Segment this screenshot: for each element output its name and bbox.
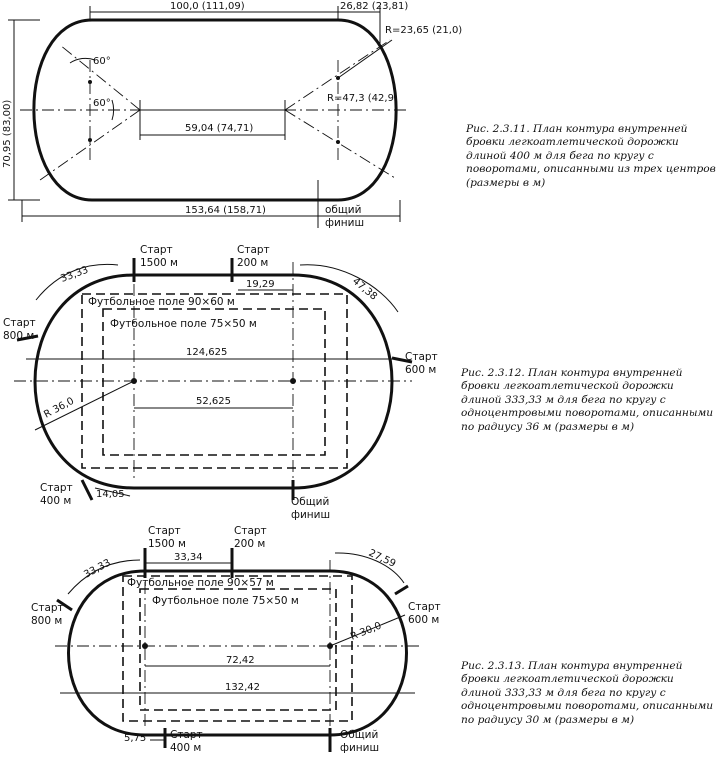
fig2-start-600-l1: Старт bbox=[405, 351, 438, 363]
fig2-start-400-l1: Старт bbox=[40, 482, 73, 494]
fig1-caption-line: бровки легкоатлетической дорожки bbox=[466, 136, 679, 149]
fig3-dim-center: 72,42 bbox=[226, 655, 255, 666]
fig3-caption-line: длиной 333,33 м для бега по кругу с bbox=[461, 686, 666, 699]
fig1-caption bbox=[466, 123, 716, 190]
fig2-dim-length: 124,625 bbox=[186, 347, 228, 358]
fig2-start-1500-l2: 1500 м bbox=[140, 257, 178, 269]
fig2-radius: R 36,0 bbox=[42, 395, 77, 421]
fig2-arc-left: 33,33 bbox=[59, 264, 90, 285]
fig2-caption-line: Рис. 2.3.12. План контура внутренней bbox=[461, 367, 683, 379]
fig2-start-800-l2: 800 м bbox=[3, 330, 35, 342]
figure-2-3-12 bbox=[3, 244, 438, 521]
fig3-dim-length: 132,42 bbox=[225, 682, 260, 693]
fig2-start-200-l2: 200 м bbox=[237, 257, 269, 269]
fig3-field-outer: Футбольное поле 90×57 м bbox=[127, 577, 274, 589]
fig1-radius-inner: R=47,3 (42,9) bbox=[327, 93, 398, 104]
fig1-dim-center: 59,04 (74,71) bbox=[185, 123, 254, 134]
fig2-field-outer: Футбольное поле 90×60 м bbox=[88, 296, 235, 308]
fig3-arc-right: 27,59 bbox=[366, 547, 398, 570]
fig2-caption-line: одноцентровыми поворотами, описанными bbox=[461, 407, 714, 420]
fig1-angle-bottom: 60° bbox=[93, 98, 111, 109]
fig3-caption bbox=[461, 660, 713, 727]
figure-2-3-13 bbox=[31, 525, 441, 754]
fig3-start-1500-l2: 1500 м bbox=[148, 538, 186, 550]
fig2-finish-l1: Общий bbox=[291, 496, 330, 508]
fig2-dim-center: 52,625 bbox=[196, 396, 231, 407]
fig1-finish-line1: общий bbox=[325, 204, 362, 216]
fig1-dim-top: 100,0 (111,09) bbox=[170, 1, 245, 12]
fig1-dim-total: 153,64 (158,71) bbox=[185, 205, 266, 216]
fig1-radius-outer: R=23,65 (21,0) bbox=[385, 25, 463, 36]
fig3-caption-line: одноцентровыми поворотами, описанными bbox=[461, 700, 714, 713]
fig3-start-600-l1: Старт bbox=[408, 601, 441, 613]
fig1-caption-line: поворотами, описанными из трех центров bbox=[466, 163, 716, 176]
fig2-finish-l2: финиш bbox=[291, 509, 331, 521]
fig2-start-600-l2: 600 м bbox=[405, 364, 437, 376]
fig3-start-200-l1: Старт bbox=[234, 525, 267, 537]
fig3-start-800-l2: 800 м bbox=[31, 615, 63, 627]
fig3-dim-575: 5,75 bbox=[124, 733, 147, 744]
fig3-radius: R 30,0 bbox=[349, 620, 384, 643]
fig3-start-1500-l1: Старт bbox=[148, 525, 181, 537]
fig2-caption-line: по радиусу 36 м (размеры в м) bbox=[461, 420, 635, 433]
figure-2-3-11 bbox=[2, 1, 462, 229]
fig2-field-inner: Футбольное поле 75×50 м bbox=[110, 318, 257, 330]
fig3-arc-left: 33,33 bbox=[82, 557, 113, 581]
fig2-dim-14: 14,05 bbox=[96, 489, 125, 500]
fig2-caption-line: бровки легкоатлетической дорожки bbox=[461, 380, 674, 393]
fig2-caption-line: длиной 333,33 м для бега по кругу с bbox=[461, 393, 666, 406]
fig3-caption-line: Рис. 2.3.13. План контура внутренней bbox=[461, 660, 683, 672]
fig2-start-1500-l1: Старт bbox=[140, 244, 173, 256]
fig2-start-800-l1: Старт bbox=[3, 317, 36, 329]
fig1-finish-line2: финиш bbox=[325, 217, 365, 229]
fig3-caption-line: по радиусу 30 м (размеры в м) bbox=[461, 713, 635, 726]
fig1-caption-line: (размеры в м) bbox=[466, 176, 546, 189]
fig2-start-400-l2: 400 м bbox=[40, 495, 72, 507]
fig3-start-400-l1: Старт bbox=[170, 729, 203, 741]
fig1-angle-top: 60° bbox=[93, 56, 111, 67]
fig3-finish-l2: финиш bbox=[340, 742, 380, 754]
fig3-start-800-l1: Старт bbox=[31, 602, 64, 614]
fig3-caption-line: бровки легкоатлетической дорожки bbox=[461, 673, 674, 686]
fig1-dim-height: 70,95 (83,00) bbox=[2, 99, 13, 168]
fig3-field-inner: Футбольное поле 75×50 м bbox=[152, 595, 299, 607]
fig1-caption-line: Рис. 2.3.11. План контура внутренней bbox=[466, 123, 688, 135]
fig1-caption-line: длиной 400 м для бега по кругу с bbox=[466, 149, 654, 162]
fig2-dim-19: 19,29 bbox=[246, 279, 275, 290]
fig1-dim-top-right: 26,82 (23,81) bbox=[340, 1, 409, 12]
fig2-start-200-l1: Старт bbox=[237, 244, 270, 256]
fig3-start-600-l2: 600 м bbox=[408, 614, 440, 626]
fig3-start-400-l2: 400 м bbox=[170, 742, 202, 754]
fig3-finish-l1: Общий bbox=[340, 729, 379, 741]
fig3-dim-33: 33,34 bbox=[174, 552, 203, 563]
fig2-arc-right: 47,38 bbox=[350, 275, 380, 303]
fig3-start-200-l2: 200 м bbox=[234, 538, 266, 550]
fig2-caption bbox=[461, 367, 713, 434]
